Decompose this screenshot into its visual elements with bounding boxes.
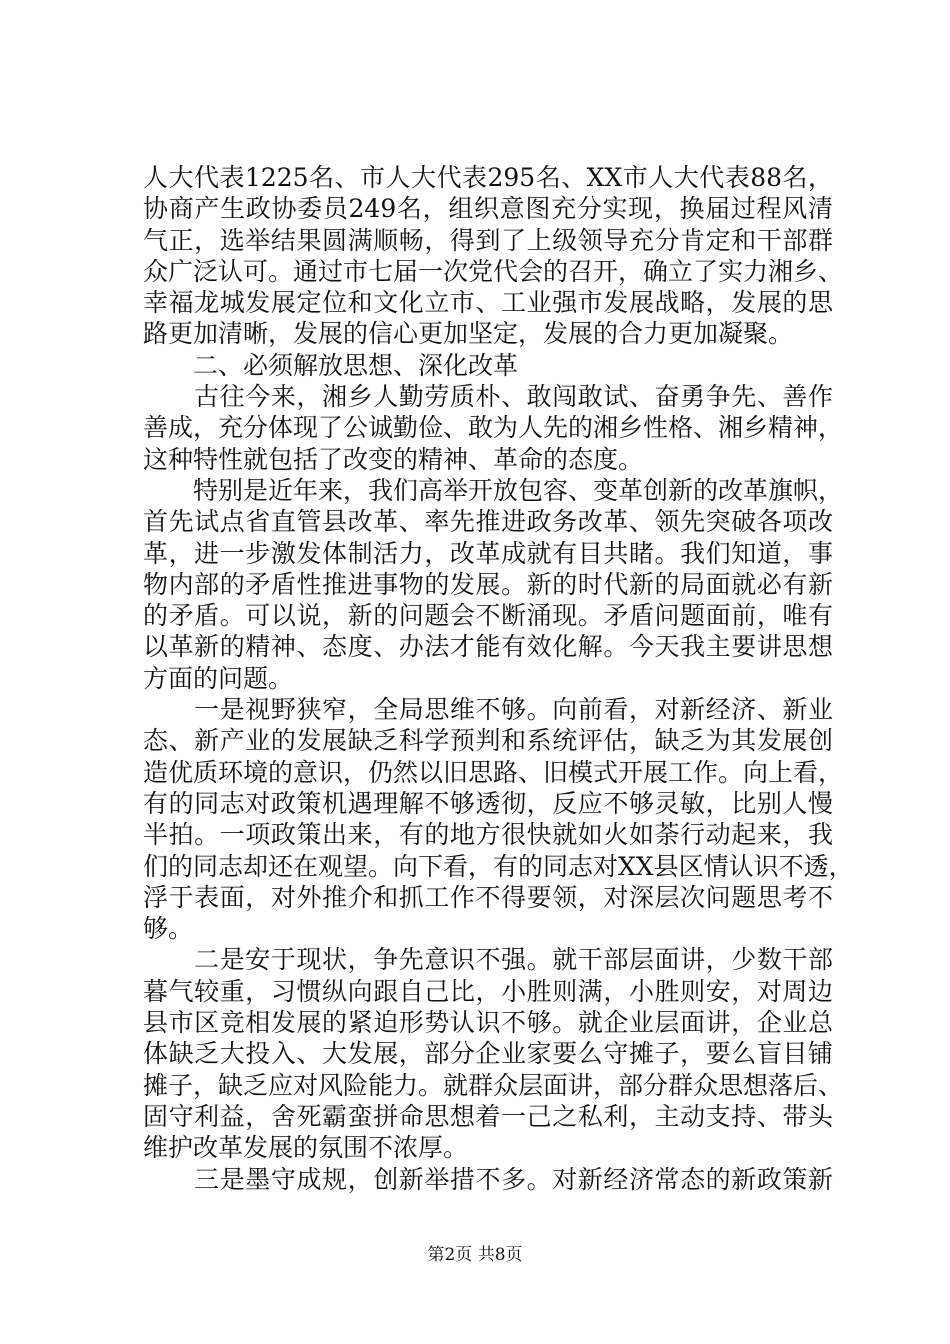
text-line: 协商产生政协委员249名，组织意图充分实现，换届过程风清 [143, 194, 833, 224]
text-line: 暮气较重，习惯纵向跟自己比，小胜则满，小胜则安，对周边 [143, 976, 833, 1006]
text-line: 善成，充分体现了公诚勤俭、敢为人先的湘乡性格、湘乡精神， [143, 413, 844, 443]
text-line: 有的同志对政策机遇理解不够透彻，反应不够灵敏，比别人慢 [143, 788, 833, 818]
text-line: 三是墨守成规，创新举措不多。对新经济常态的新政策新 [143, 1164, 833, 1194]
text-line: 县市区竞相发展的紧迫形势认识不够。就企业层面讲，企业总 [143, 1008, 833, 1038]
text-line: 众广泛认可。通过市七届一次党代会的召开，确立了实力湘乡、 [143, 256, 844, 286]
page-footer: 第2页 共8页 [427, 1245, 523, 1265]
text-line: 固守利益，舍死霸蛮拼命思想着一己之私利，主动支持、带头 [143, 1101, 833, 1131]
text-line: 首先试点省直管县改革、率先推进政务改革、领先突破各项改 [143, 507, 833, 537]
document-body [143, 162, 854, 1195]
text-line: 二、必须解放思想、深化改革 [143, 350, 519, 380]
text-line: 体缺乏大投入、大发展，部分企业家要么守摊子，要么盲目铺 [143, 1039, 833, 1069]
text-line: 以革新的精神、态度、办法才能有效化解。今天我主要讲思想 [143, 632, 833, 662]
text-line: 一是视野狭窄，全局思维不够。向前看，对新经济、新业 [143, 695, 833, 725]
text-line: 古往今来，湘乡人勤劳质朴、敢闯敢试、奋勇争先、善作 [143, 382, 833, 412]
text-line: 们的同志却还在观望。向下看，有的同志对XX县区情认识不透， [143, 851, 854, 881]
text-line: 维护改革发展的氛围不浓厚。 [143, 1133, 469, 1163]
text-line: 半拍。一项政策出来，有的地方很快就如火如荼行动起来，我 [143, 820, 833, 850]
text-line: 方面的问题。 [143, 663, 294, 693]
text-line: 路更加清晰，发展的信心更加坚定，发展的合力更加凝聚。 [143, 319, 794, 349]
text-line: 摊子，缺乏应对风险能力。就群众层面讲，部分群众思想落后、 [143, 1070, 844, 1100]
text-line: 浮于表面，对外推介和抓工作不得要领，对深层次问题思考不 [143, 882, 833, 912]
text-line: 造优质环境的意识，仍然以旧思路、旧模式开展工作。向上看， [143, 757, 844, 787]
text-line: 人大代表1225名、市人大代表295名、XX市人大代表88名， [143, 163, 833, 192]
text-line: 气正，选举结果圆满顺畅，得到了上级领导充分肯定和干部群 [143, 225, 833, 255]
text-line: 物内部的矛盾性推进事物的发展。新的时代新的局面就必有新 [143, 569, 833, 599]
text-line: 够。 [143, 914, 194, 944]
text-line: 二是安于现状，争先意识不强。就干部层面讲，少数干部 [143, 945, 833, 975]
text-line: 态、新产业的发展缺乏科学预判和系统评估，缺乏为其发展创 [143, 726, 833, 756]
text-line: 特别是近年来，我们高举开放包容、变革创新的改革旗帜， [143, 475, 844, 505]
text-line: 革，进一步激发体制活力，改革成就有目共睹。我们知道，事 [143, 538, 833, 568]
text-line: 这种特性就包括了改变的精神、革命的态度。 [143, 444, 644, 474]
text-line: 幸福龙城发展定位和文化立市、工业强市发展战略，发展的思 [143, 288, 833, 318]
text-line: 的矛盾。可以说，新的问题会不断涌现。矛盾问题面前，唯有 [143, 601, 833, 631]
